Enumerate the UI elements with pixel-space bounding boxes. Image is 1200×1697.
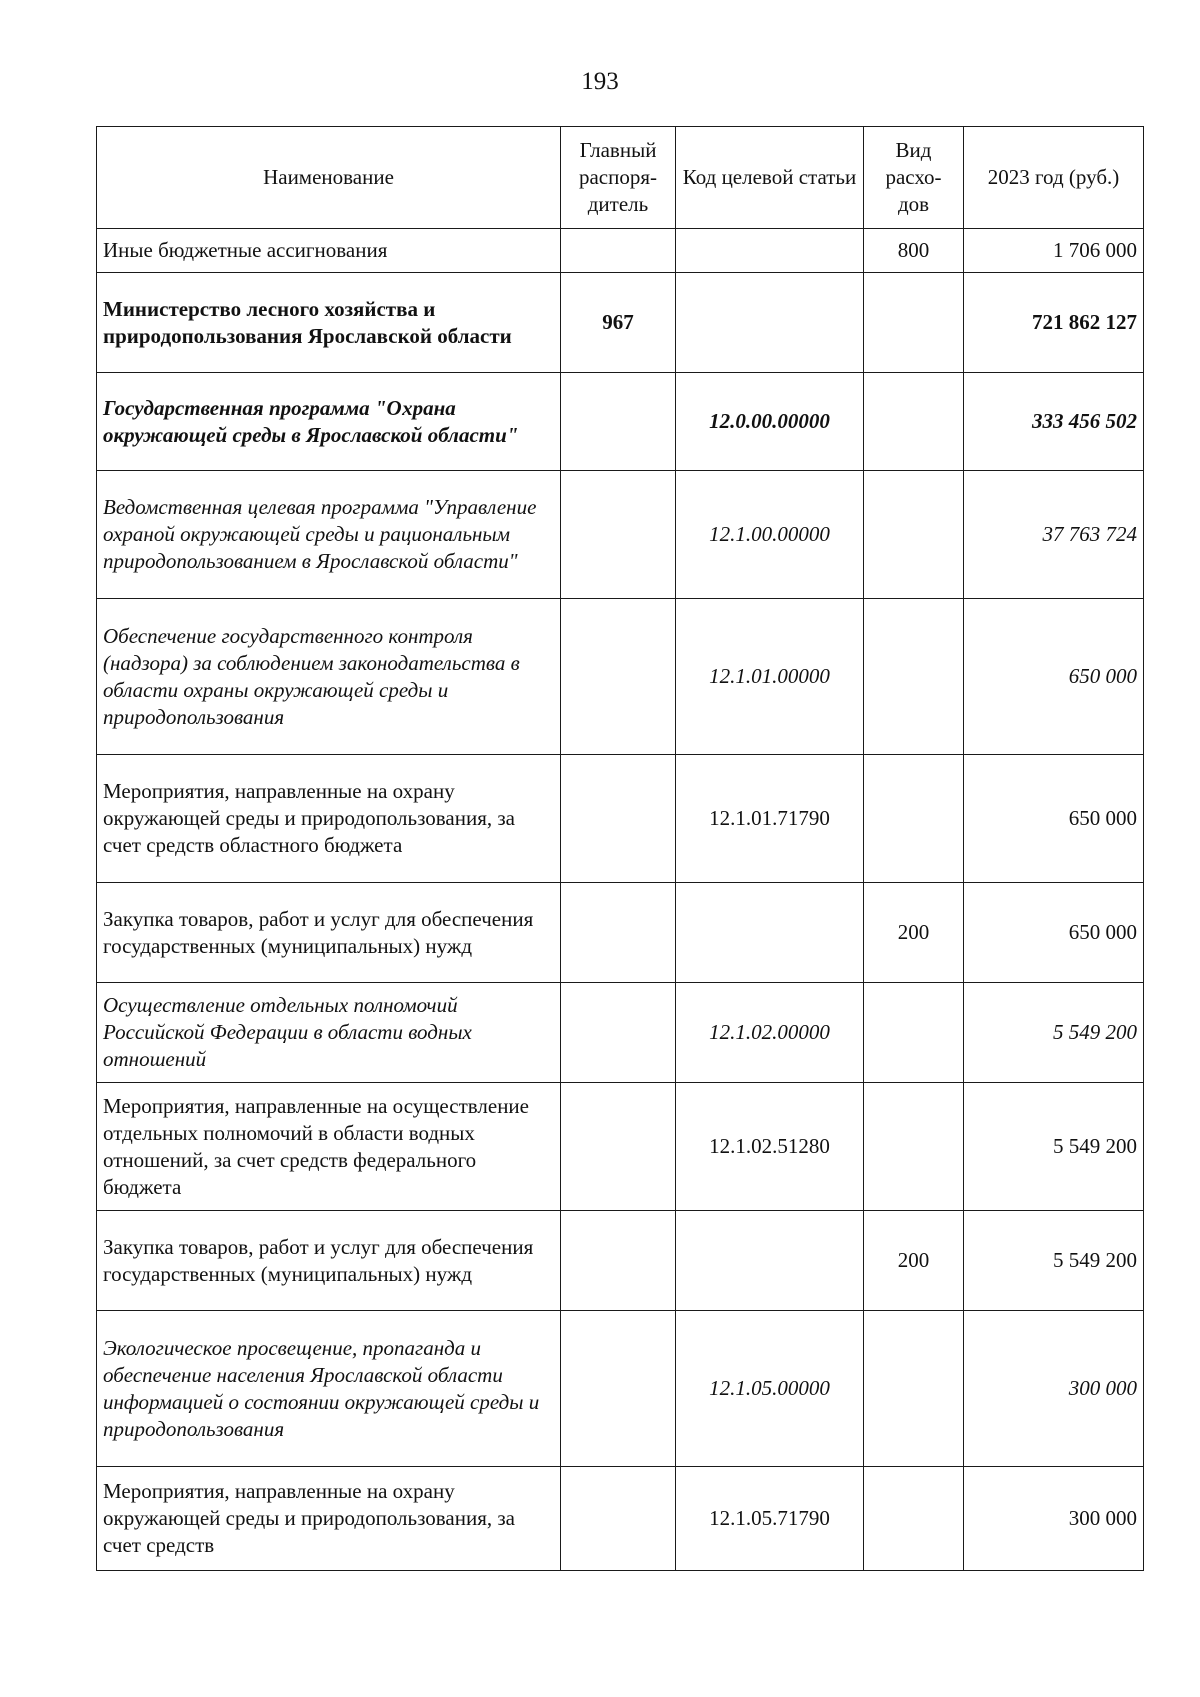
row-name-cell: Государственная программа "Охрана окружающей среды в Ярославской области" bbox=[97, 373, 561, 471]
row-code-cell: 12.1.05.00000 bbox=[676, 1311, 864, 1467]
header-expense-type: Вид расхо-дов bbox=[864, 127, 964, 229]
header-main-manager: Главный распоря-дитель bbox=[561, 127, 676, 229]
table-row bbox=[97, 599, 1144, 755]
row-name-cell: Осуществление отдельных полномочий Российской Федерации в области водных отношений bbox=[97, 983, 561, 1083]
row-code-cell bbox=[676, 229, 864, 273]
row-manager-cell bbox=[561, 599, 676, 755]
table-row bbox=[97, 1211, 1144, 1311]
row-type-cell bbox=[864, 1083, 964, 1211]
row-manager-cell bbox=[561, 471, 676, 599]
row-type-cell: 800 bbox=[864, 229, 964, 273]
row-amount-cell: 650 000 bbox=[964, 599, 1144, 755]
row-manager-cell bbox=[561, 1211, 676, 1311]
row-manager-cell bbox=[561, 983, 676, 1083]
table-row bbox=[97, 229, 1144, 273]
header-name: Наименование bbox=[97, 127, 561, 229]
row-name-cell: Мероприятия, направленные на осуществление отдельных полномочий в области водных отношений, за счет средств федерального бюджета bbox=[97, 1083, 561, 1211]
table-row bbox=[97, 983, 1144, 1083]
row-manager-cell bbox=[561, 755, 676, 883]
row-code-cell: 12.1.02.00000 bbox=[676, 983, 864, 1083]
row-name-cell: Иные бюджетные ассигнования bbox=[97, 229, 561, 273]
row-type-cell bbox=[864, 755, 964, 883]
header-target-code: Код целевой статьи bbox=[676, 127, 864, 229]
row-amount-cell: 300 000 bbox=[964, 1311, 1144, 1467]
row-amount-cell: 650 000 bbox=[964, 755, 1144, 883]
row-amount-cell: 1 706 000 bbox=[964, 229, 1144, 273]
row-amount-cell: 333 456 502 bbox=[964, 373, 1144, 471]
budget-table bbox=[96, 126, 1144, 1571]
row-code-cell bbox=[676, 273, 864, 373]
row-amount-cell: 650 000 bbox=[964, 883, 1144, 983]
table-row bbox=[97, 1467, 1144, 1571]
table-row bbox=[97, 1083, 1144, 1211]
row-type-cell bbox=[864, 373, 964, 471]
table-row bbox=[97, 273, 1144, 373]
row-type-cell bbox=[864, 1467, 964, 1571]
table-row bbox=[97, 471, 1144, 599]
row-amount-cell: 300 000 bbox=[964, 1467, 1144, 1571]
row-type-cell bbox=[864, 1311, 964, 1467]
row-type-cell: 200 bbox=[864, 1211, 964, 1311]
row-type-cell bbox=[864, 471, 964, 599]
table-row bbox=[97, 883, 1144, 983]
row-name-cell: Министерство лесного хозяйства и природопользования Ярославской области bbox=[97, 273, 561, 373]
row-code-cell: 12.1.00.00000 bbox=[676, 471, 864, 599]
row-code-cell: 12.1.02.51280 bbox=[676, 1083, 864, 1211]
row-name-cell: Ведомственная целевая программа "Управление охраной окружающей среды и рациональным природопользованием в Ярославской области" bbox=[97, 471, 561, 599]
row-name-cell: Мероприятия, направленные на охрану окружающей среды и природопользования, за счет средств областного бюджета bbox=[97, 755, 561, 883]
row-type-cell bbox=[864, 273, 964, 373]
row-manager-cell bbox=[561, 1083, 676, 1211]
row-name-cell: Закупка товаров, работ и услуг для обеспечения государственных (муниципальных) нужд bbox=[97, 1211, 561, 1311]
table-row bbox=[97, 1311, 1144, 1467]
row-manager-cell bbox=[561, 373, 676, 471]
row-type-cell: 200 bbox=[864, 883, 964, 983]
row-code-cell bbox=[676, 1211, 864, 1311]
row-manager-cell bbox=[561, 883, 676, 983]
row-amount-cell: 37 763 724 bbox=[964, 471, 1144, 599]
row-name-cell: Обеспечение государственного контроля (надзора) за соблюдением законодательства в области охраны окружающей среды и природопользования bbox=[97, 599, 561, 755]
row-code-cell: 12.1.01.00000 bbox=[676, 599, 864, 755]
row-type-cell bbox=[864, 599, 964, 755]
row-code-cell: 12.0.00.00000 bbox=[676, 373, 864, 471]
table-row bbox=[97, 373, 1144, 471]
row-manager-cell bbox=[561, 1467, 676, 1571]
row-type-cell bbox=[864, 983, 964, 1083]
row-name-cell: Закупка товаров, работ и услуг для обеспечения государственных (муниципальных) нужд bbox=[97, 883, 561, 983]
row-manager-cell: 967 bbox=[561, 273, 676, 373]
table-header-row bbox=[97, 127, 1144, 229]
row-name-cell: Экологическое просвещение, пропаганда и обеспечение населения Ярославской области информацией о состоянии окружающей среды и природопользования bbox=[97, 1311, 561, 1467]
row-amount-cell: 5 549 200 bbox=[964, 1211, 1144, 1311]
row-name-cell: Мероприятия, направленные на охрану окружающей среды и природопользования, за счет средств bbox=[97, 1467, 561, 1571]
page-number: 193 bbox=[581, 68, 619, 95]
row-code-cell: 12.1.05.71790 bbox=[676, 1467, 864, 1571]
row-amount-cell: 5 549 200 bbox=[964, 983, 1144, 1083]
row-code-cell bbox=[676, 883, 864, 983]
table-row bbox=[97, 755, 1144, 883]
row-code-cell: 12.1.01.71790 bbox=[676, 755, 864, 883]
row-amount-cell: 5 549 200 bbox=[964, 1083, 1144, 1211]
row-amount-cell: 721 862 127 bbox=[964, 273, 1144, 373]
row-manager-cell bbox=[561, 229, 676, 273]
row-manager-cell bbox=[561, 1311, 676, 1467]
header-amount: 2023 год (руб.) bbox=[964, 127, 1144, 229]
